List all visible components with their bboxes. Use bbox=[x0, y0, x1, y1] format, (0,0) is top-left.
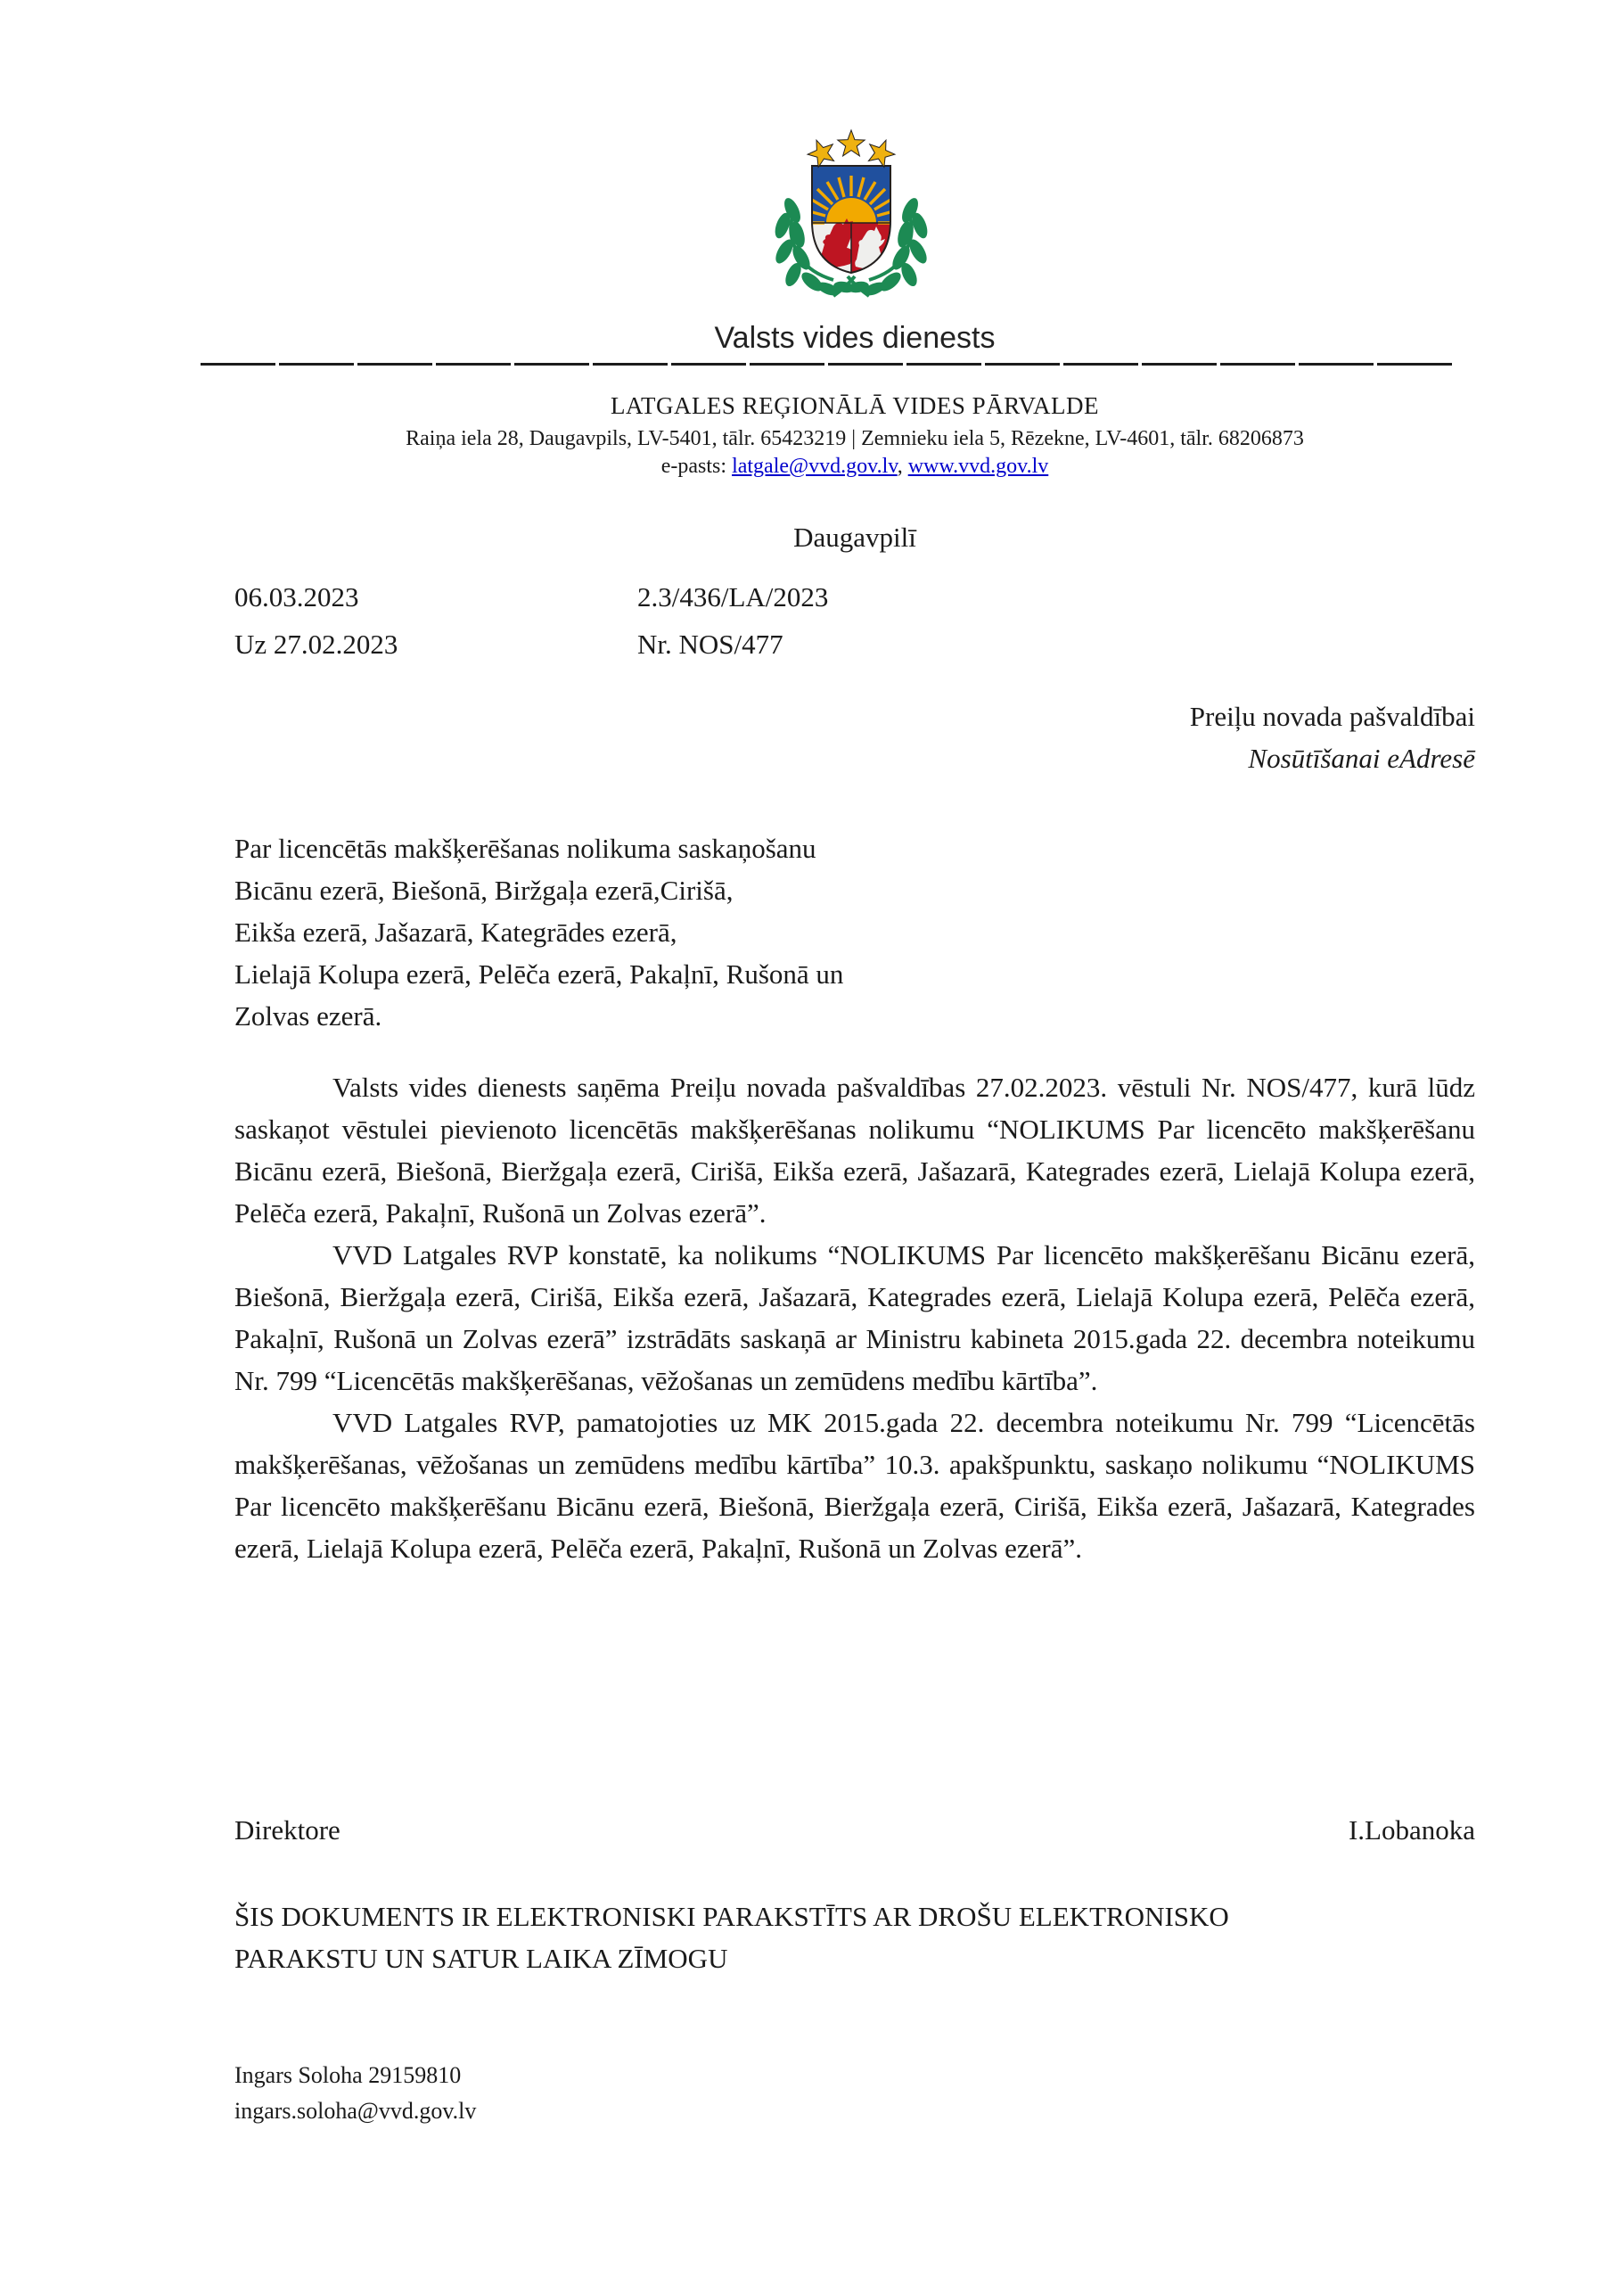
letter-body bbox=[234, 1066, 1475, 1569]
contact-person: Ingars Soloha 29159810 bbox=[234, 2062, 462, 2088]
meta-row-2 bbox=[234, 629, 1475, 661]
latvia-coat-of-arms-logo bbox=[762, 121, 940, 310]
footer-contact bbox=[234, 2058, 1475, 2129]
contact-separator: , bbox=[897, 455, 908, 478]
contact-email: ingars.soloha@vvd.gov.lv bbox=[234, 2098, 477, 2124]
reply-date: Uz 27.02.2023 bbox=[234, 629, 398, 660]
subject-line: Par licencētās makšķerēšanas nolikuma saskaņošanu bbox=[234, 833, 816, 864]
reply-number: Nr. NOS/477 bbox=[637, 629, 783, 660]
email-label: e-pasts: bbox=[660, 455, 733, 478]
body-paragraph: VVD Latgales RVP konstatē, ka nolikums “NOLIKUMS Par licencēto makšķerēšanu Bicānu ezerā, Biešonā, Bieržgaļa ezerā, Cirišā, Eikša ezerā, Jašazarā, Kategrades ezerā, Lielajā Kolupa ezerā, Pelēča ezerā, Pakaļnī, Rušonā un Zolvas ezerā” izstrādāts saskaņā ar Ministru kabineta 2015.gada 22. decembra noteikumu Nr. 799 “Licencētās makšķerēšanas, vēžošanas un zemūdens medību kārtība”. bbox=[234, 1239, 1475, 1396]
org-name: Valsts vides dienests bbox=[714, 321, 996, 355]
email-link[interactable]: latgale@vvd.gov.lv bbox=[732, 455, 898, 478]
signature-row bbox=[234, 1814, 1475, 1846]
e-signature-disclaimer bbox=[234, 1895, 1475, 1979]
signer-title: Direktore bbox=[234, 1814, 340, 1846]
meta-row-1 bbox=[234, 581, 1475, 613]
website-link[interactable]: www.vvd.gov.lv bbox=[907, 455, 1049, 478]
address-line: Raiņa iela 28, Daugavpils, LV-5401, tālr. 65423219 | Zemnieku iela 5, Rēzekne, LV-4601, tālr. 68206873 bbox=[406, 427, 1304, 450]
place-line: Daugavpilī bbox=[793, 522, 916, 553]
subject-line: Lielajā Kolupa ezerā, Pelēča ezerā, Pakaļnī, Rušonā un bbox=[234, 958, 844, 990]
delivery-note: Nosūtīšanai eAdresē bbox=[1248, 743, 1475, 774]
three-stars-icon bbox=[804, 130, 898, 169]
recipient-block bbox=[1190, 695, 1475, 779]
letter-number: 2.3/436/LA/2023 bbox=[637, 581, 829, 613]
body-paragraph: Valsts vides dienests saņēma Preiļu novada pašvaldības 27.02.2023. vēstuli Nr. NOS/477, kurā lūdz saskaņot vēstulei pievienoto licencētās makšķerēšanas nolikumu “NOLIKUMS Par licencēto makšķerēšanu Bicānu ezerā, Biešonā, Bieržgaļa ezerā, Cirišā, Eikša ezerā, Jašazarā, Kategrades ezerā, Lielajā Kolupa ezerā, Pelēča ezerā, Pakaļnī, Rušonā un Zolvas ezerā”. bbox=[234, 1072, 1475, 1229]
body-paragraph: VVD Latgales RVP, pamatojoties uz MK 2015.gada 22. decembra noteikumu Nr. 799 “Licencētās makšķerēšanas, vēžošanas un zemūdens medību kārtība” 10.3. apakšpunktu, saskaņo nolikumu “NOLIKUMS Par licencēto makšķerēšanu Bicānu ezerā, Biešonā, Bieržgaļa ezerā, Cirišā, Eikša ezerā, Jašazarā, Kategrades ezerā, Lielajā Kolupa ezerā, Pelēča ezerā, Pakaļnī, Rušonā un Zolvas ezerā”. bbox=[234, 1407, 1475, 1564]
signer-name: I.Lobanoka bbox=[1348, 1814, 1475, 1846]
department-name: LATGALES REĢIONĀLĀ VIDES PĀRVALDE bbox=[610, 392, 1100, 419]
letter-date: 06.03.2023 bbox=[234, 581, 359, 613]
recipient-name: Preiļu novada pašvaldībai bbox=[1189, 701, 1475, 732]
subject-line: Bicānu ezerā, Biešonā, Biržgaļa ezerā,Cirišā, bbox=[234, 875, 734, 906]
disclaimer-line: PARAKSTU UN SATUR LAIKA ZĪMOGU bbox=[234, 1943, 728, 1974]
subject-line: Zolvas ezerā. bbox=[234, 1000, 382, 1032]
subject-line: Eikša ezerā, Jašazarā, Kategrādes ezerā, bbox=[234, 917, 677, 948]
contact-line bbox=[234, 455, 1475, 479]
subject-block bbox=[234, 827, 1475, 1037]
shield bbox=[803, 166, 899, 276]
disclaimer-line: ŠIS DOKUMENTS IR ELEKTRONISKI PARAKSTĪTS AR DROŠU ELEKTRONISKO bbox=[234, 1901, 1229, 1932]
header-divider bbox=[201, 363, 1453, 366]
